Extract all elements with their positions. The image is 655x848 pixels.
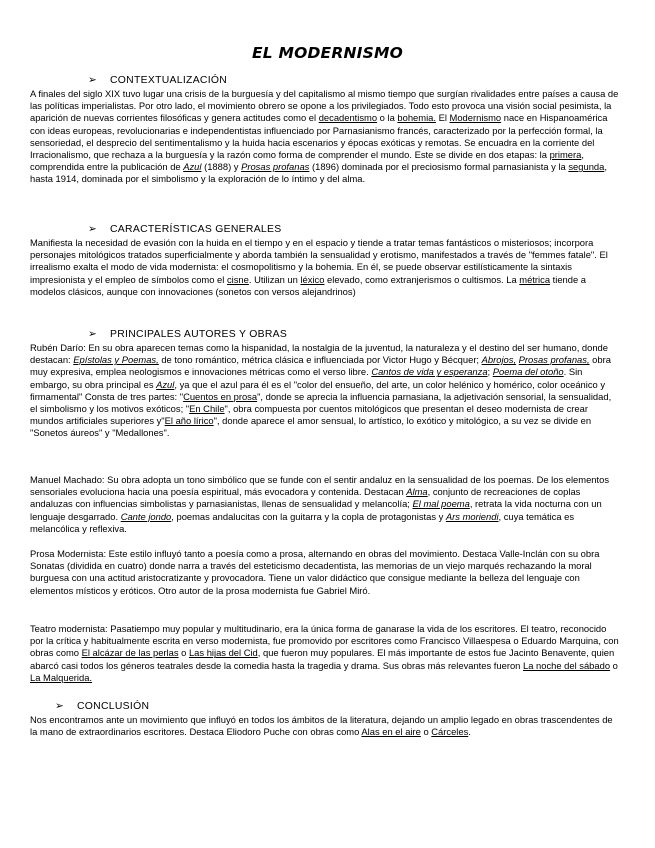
section-heading-label: CARACTERÍSTICAS GENERALES xyxy=(110,224,282,235)
link-el-mal-poema[interactable]: El mal poema xyxy=(412,498,470,510)
paragraph-contextualizacion xyxy=(30,88,620,186)
link-la-noche-del-sabado[interactable]: La noche del sábado xyxy=(522,659,611,671)
link-cantos-de-vida[interactable]: Cantos de vida y esperanza xyxy=(371,366,488,378)
text-run: o xyxy=(610,659,618,671)
text-run: Prosa Modernista: Este estilo influyó tanto a poesía como a prosa, alternando en obras del movimiento. Destaca Valle-Inclán con su obra Sonatas (dividida en cuatro) donde narra a través del esteticismo decadentista, las memorias de un viejo marqués rechazando la moral burguesa con una actitud aristocratizante y provocadora. Tiene un valor didáctico que consigue mediante la belleza del lenguaje con elementos místicos y eróticos. Otro autor de la prosa modernista fue Gabriel Miró. xyxy=(30,548,600,596)
text-run: Rubén Darío: En su obra aparecen temas como la hispanidad, la nostalgia de la juventud, la naturaleza y el destino del ser humano, donde destacan: xyxy=(30,342,608,366)
paragraph-caracteristicas xyxy=(30,237,620,298)
link-alma[interactable]: Alma xyxy=(406,486,428,498)
text-run: ", donde aparece el amor sensual, lo artístico, lo exótico y mitológico, a su vez se divide en "Sonetos áureos" y "Medallones". xyxy=(30,415,592,439)
text-run: o la xyxy=(377,112,398,124)
link-azul[interactable]: Azul xyxy=(156,378,175,390)
text-run: nace en Hispanoamérica con ideas europeas, revolucionarias e independentistas influenciado por Parnasianismo francés, caracterizado por la perfección formal, la sensoriedad, el desprecio del sentimentalismo y la huida hacia escenarios y épocas exóticas y remotas. Se encuadra en la corriente del Irracionalismo, que rechaza a la burguesía y la razón como forma de comprender el mundo. Este se divide en dos etapas: la xyxy=(30,112,608,161)
text-run: (1896) dominada por el preciosismo formal parnasianista y la xyxy=(309,161,569,173)
text-run: , retrata la vida nocturna con un lenguaje desgarrado. xyxy=(30,498,602,522)
link-lexico[interactable]: léxico xyxy=(300,273,325,285)
text-run: . Utilizan un xyxy=(248,273,301,285)
link-la-malquerida[interactable]: La Malquerida. xyxy=(30,671,93,683)
section-heading-autores xyxy=(88,328,287,340)
section-heading-label: CONTEXTUALIZACIÓN xyxy=(110,75,228,86)
link-decadentismo[interactable]: decadentismo xyxy=(318,112,378,124)
link-en-chile[interactable]: En Chile xyxy=(189,403,225,415)
text-run: A finales del siglo XIX tuvo lugar una crisis de la burguesía y del capitalismo al mismo tiempo que surgían rivalidades entre países a causa de las políticas imperialistas. Por otro lado, el movimiento obrero se opone a los privilegiados. Todo esto provoca una visión social pesimista, la aparición de nuevas corrientes filosóficas y genera actitudes como el xyxy=(30,88,619,124)
link-epistolas-y-poemas[interactable]: Epístolas y Poemas, xyxy=(73,354,159,366)
text-run: , hasta 1914, dominada por el simbolismo y la exploración de lo íntimo y del alma. xyxy=(30,161,607,185)
text-run: de tono romántico, métrica clásica e influenciada por Victor Hugo y Bécquer; xyxy=(158,354,482,366)
link-azul[interactable]: Azul xyxy=(183,161,202,173)
text-run: Teatro modernista: Pasatiempo muy popular y multitudinario, era la única forma de ganarase la vida de los escritores. El teatro, reconocido por la crítica y habitualmente escrita en verso modernista, fue promovido por escritores como Francisco Villaespesa o Eduardo Marquina, con obras como xyxy=(30,623,619,659)
paragraph-manuel-machado xyxy=(30,474,620,535)
link-poema-del-otono[interactable]: Poema del otoño xyxy=(492,366,564,378)
link-las-hijas-del-cid[interactable]: Las hijas del Cid xyxy=(188,647,258,659)
text-run: , que fueron muy populares. El más importante de estos fue Jacinto Benavente, quien abarcó casi todos los géneros teatrales desde la comedia hasta la tragedia y drama. Sus obras más relevantes fueron xyxy=(30,647,615,671)
section-heading-conclusion xyxy=(55,700,149,712)
text-run: , conjunto de recreaciones de coplas andaluzas con influencias simbolistas y parnasianistas, llenas de sensualidad y melancolía; xyxy=(30,486,581,510)
text-run: (1888) y xyxy=(201,161,242,173)
paragraph-teatro-modernista xyxy=(30,623,620,684)
text-run: Nos encontramos ante un movimiento que influyó en todos los ámbitos de la literatura, dejando un amplio legado en obras trascendentes de la mano de extraordinarios escritores. Destaca Eliodoro Puche con obras como xyxy=(30,714,613,738)
text-run: Manifiesta la necesidad de evasión con la huida en el tiempo y en el espacio y tiende a tratar temas fantásticos o misteriosos; incorpora personajes mitológicos tratados superficialmente y aborda también la sensualidad y erotismo, manifestados a través de "femmes fatale". El irrealismo exalta el modo de vida modernista: el cosmopolitismo y la bohemia. En él, se puede observar estilísticamente la sintaxis impresionista y el empleo de símbolos como el xyxy=(30,237,608,285)
text-run: ; xyxy=(487,366,493,378)
link-prosas-profanas[interactable]: Prosas profanas xyxy=(241,161,310,173)
text-run: ", donde se aprecia la influencia parnasiana, la adjetivación sensorial, la sensualidad, el simbolismo y los motivos exóticos; " xyxy=(30,390,612,415)
link-segunda[interactable]: segunda xyxy=(568,161,605,173)
arrow-bullet-icon: ➢ xyxy=(88,224,98,235)
arrow-bullet-icon: ➢ xyxy=(88,75,98,86)
text-run: , poemas andalucitas con la guitarra y la copla de protagonistas y xyxy=(171,510,446,522)
text-run: obra muy expresiva, emplea neologismos e innovaciones métricas como el verso libre. xyxy=(30,354,611,378)
section-heading-label: CONCLUSIÓN xyxy=(77,701,150,712)
link-el-alcazar-de-las-perlas[interactable]: El alcázar de las perlas xyxy=(81,647,179,659)
link-bohemia[interactable]: bohemia. xyxy=(397,112,436,124)
link-cisne[interactable]: cisne xyxy=(226,273,249,285)
arrow-bullet-icon: ➢ xyxy=(55,701,65,712)
text-run: , comprendida entre la publicación de xyxy=(30,149,584,173)
text-run: ", obra compuesta por cuentos mitológicos que presentan el deseo modernista de crear mundos artificiales superiores y" xyxy=(30,403,588,427)
link-primera[interactable]: primera xyxy=(549,149,582,161)
section-heading-caracteristicas xyxy=(88,223,281,235)
link-abrojos[interactable]: Abrojos, xyxy=(481,354,517,366)
text-run: . Sin embargo, su obra principal es xyxy=(30,366,583,390)
section-heading-label: PRINCIPALES AUTORES Y OBRAS xyxy=(110,329,288,340)
link-carceles[interactable]: Cárceles xyxy=(431,726,469,738)
paragraph-conclusion xyxy=(30,714,620,738)
text-run: tiende a modelos clásicos, aunque con innovaciones (sonetos con versos alejandrinos) xyxy=(30,273,586,297)
text-run: . xyxy=(468,726,471,738)
paragraph-prosa-modernista xyxy=(30,548,620,597)
link-prosas-profanas[interactable]: Prosas profanas, xyxy=(518,354,590,366)
paragraph-ruben-dario xyxy=(30,342,620,440)
link-alas-en-el-aire[interactable]: Alas en el aire xyxy=(361,726,421,738)
link-el-ano-lirico[interactable]: El año lírico xyxy=(164,415,214,427)
text-run: elevado, como extranjerismos o cultismos. La xyxy=(324,273,520,285)
section-heading-contextualizacion xyxy=(88,74,227,86)
link-cuentos-en-prosa[interactable]: Cuentos en prosa xyxy=(183,390,258,402)
text-run: , cuya temática es melancólica y reflexiva. xyxy=(30,510,575,534)
link-cante-jondo[interactable]: Cante jondo xyxy=(120,510,172,522)
text-run: o xyxy=(178,647,189,659)
page-title: EL MODERNISMO xyxy=(252,44,403,62)
arrow-bullet-icon: ➢ xyxy=(88,329,98,340)
link-modernismo[interactable]: Modernismo xyxy=(449,112,502,124)
link-ars-moriendi[interactable]: Ars moriendi xyxy=(445,510,499,522)
text-run: , ya que el azul para él es el "color del ensueño, del arte, un color helénico y homérico, color oceánico y firmamental" Consta de tres partes: " xyxy=(30,378,606,402)
link-metrica[interactable]: métrica xyxy=(519,273,551,285)
text-run: El xyxy=(435,112,450,124)
text-run: o xyxy=(420,726,432,738)
text-run: Manuel Machado: Su obra adopta un tono simbólico que se funde con el sentir andaluz en la sensualidad de los poemas. De los elementos sensoriales evoluciona hacia una poesía espiritual, más evocadora y contenida. Destacan xyxy=(30,474,610,498)
